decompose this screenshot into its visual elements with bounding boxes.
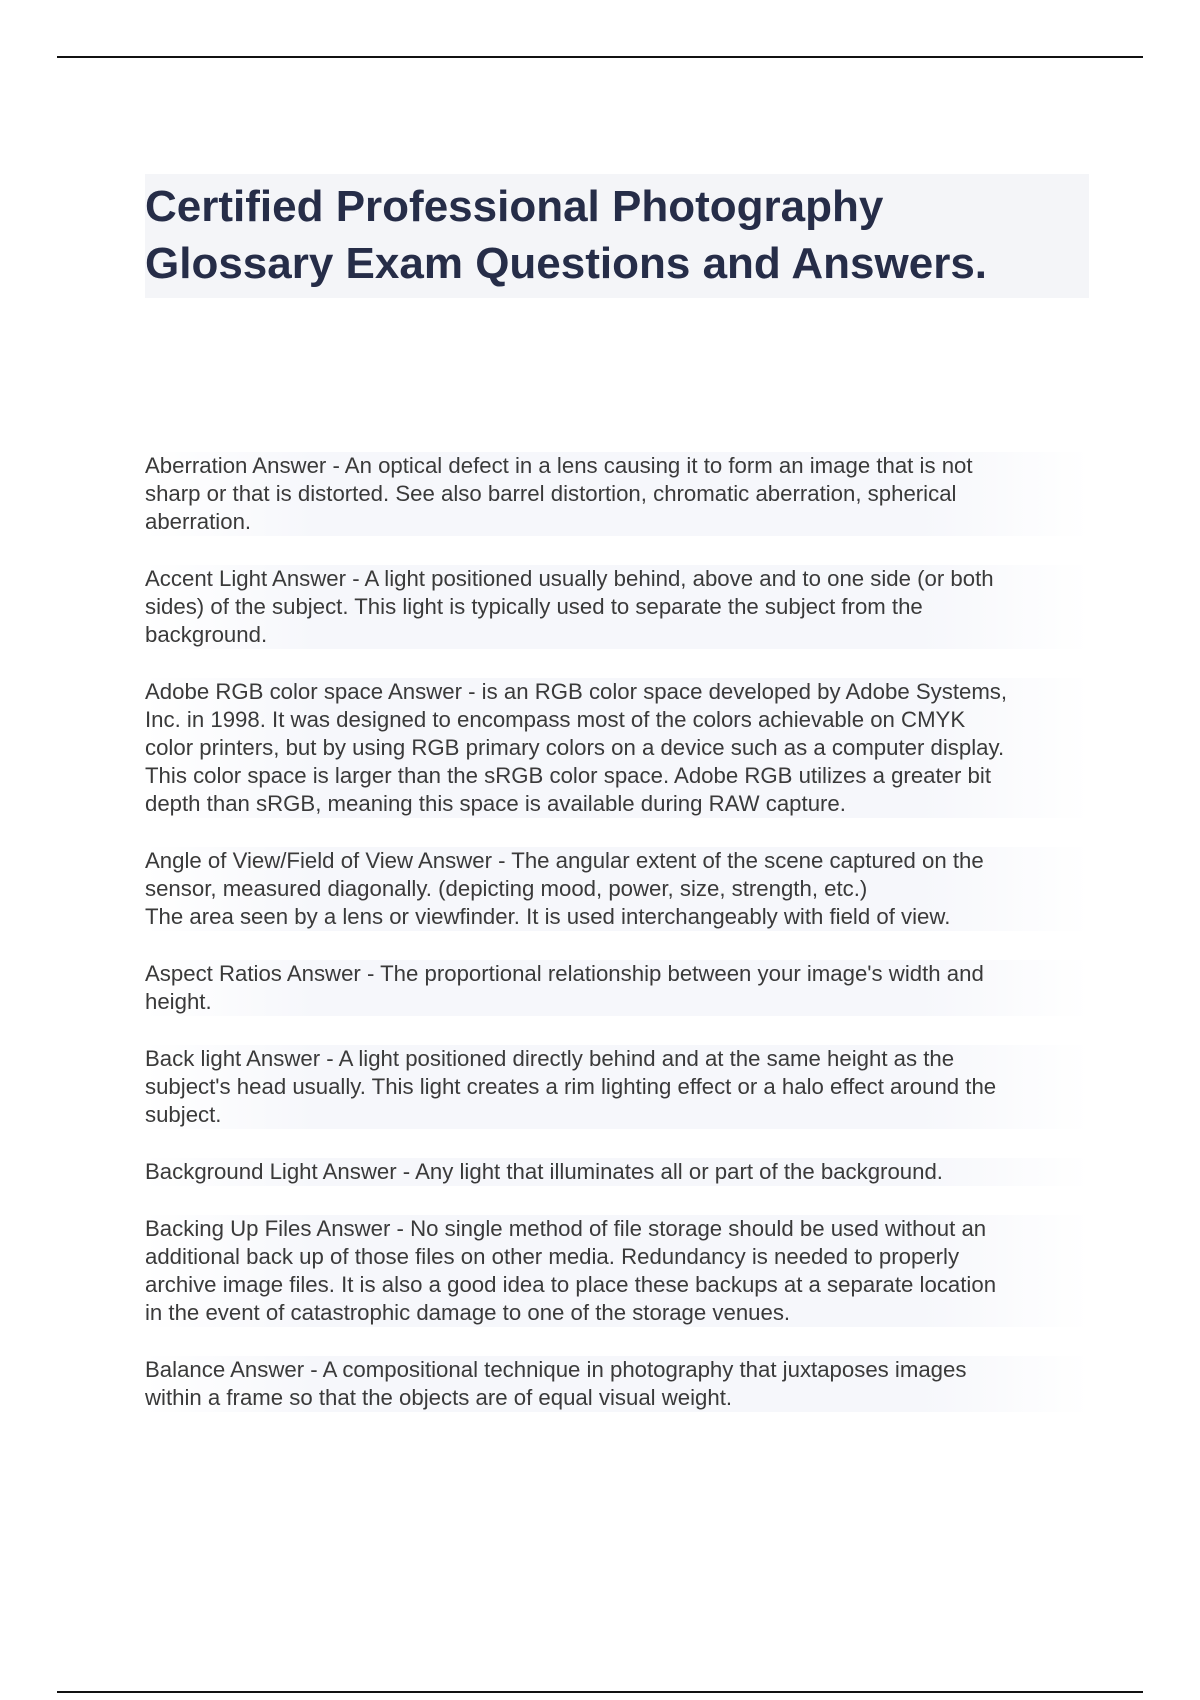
entry-line: Backing Up Files Answer - No single method of file storage should be used without an	[145, 1216, 987, 1241]
glossary-entry-back-light	[145, 1045, 1090, 1129]
entry-line: additional back up of those files on other media. Redundancy is needed to properly	[145, 1244, 960, 1269]
entry-line: aberration.	[145, 509, 252, 534]
entry-line: subject.	[145, 1102, 222, 1127]
entry-line: Back light Answer - A light positioned directly behind and at the same height as the	[145, 1046, 955, 1071]
title-block	[145, 174, 1089, 298]
entry-line: Aspect Ratios Answer - The proportional relationship between your image's width and	[145, 961, 984, 986]
page-title-line: Glossary Exam Questions and Answers.	[145, 239, 988, 288]
glossary-entry-accent-light	[145, 565, 1090, 649]
entry-line: archive image files. It is also a good idea to place these backups at a separate location	[145, 1272, 997, 1297]
entry-line: within a frame so that the objects are of equal visual weight.	[145, 1385, 733, 1410]
entry-line: Accent Light Answer - A light positioned usually behind, above and to one side (or both	[145, 566, 994, 591]
entry-line: Balance Answer - A compositional technique in photography that juxtaposes images	[145, 1357, 967, 1382]
entry-line: Adobe RGB color space Answer - is an RGB color space developed by Adobe Systems,	[145, 679, 1008, 704]
entry-line: sharp or that is distorted. See also barrel distortion, chromatic aberration, spherical	[145, 481, 957, 506]
glossary-list	[145, 452, 1090, 1441]
entry-line: in the event of catastrophic damage to one of the storage venues.	[145, 1300, 791, 1325]
entry-line: This color space is larger than the sRGB color space. Adobe RGB utilizes a greater bit	[145, 763, 991, 788]
entry-line: subject's head usually. This light creates a rim lighting effect or a halo effect around the	[145, 1074, 997, 1099]
entry-line: depth than sRGB, meaning this space is available during RAW capture.	[145, 791, 846, 816]
page-title-line: Certified Professional Photography	[145, 182, 884, 231]
glossary-entry-background-light	[145, 1158, 1090, 1186]
entry-line: The area seen by a lens or viewfinder. It is used interchangeably with field of view.	[145, 904, 951, 929]
glossary-entry-aspect-ratios	[145, 960, 1090, 1016]
entry-line: Angle of View/Field of View Answer - The angular extent of the scene captured on the	[145, 848, 984, 873]
entry-line: background.	[145, 622, 268, 647]
glossary-entry-adobe-rgb	[145, 678, 1090, 818]
header-rule	[57, 56, 1143, 58]
glossary-entry-angle-of-view	[145, 847, 1090, 931]
glossary-entry-aberration	[145, 452, 1090, 536]
entry-line: Aberration Answer - An optical defect in a lens causing it to form an image that is not	[145, 453, 973, 478]
entry-line: color printers, but by using RGB primary colors on a device such as a computer display.	[145, 735, 1005, 760]
glossary-entry-backing-up-files	[145, 1215, 1090, 1327]
footer-rule	[57, 1691, 1143, 1693]
entry-line: Background Light Answer - Any light that illuminates all or part of the background.	[145, 1159, 943, 1184]
entry-line: Inc. in 1998. It was designed to encompass most of the colors achievable on CMYK	[145, 707, 966, 732]
entry-line: height.	[145, 989, 212, 1014]
entry-line: sides) of the subject. This light is typically used to separate the subject from the	[145, 594, 923, 619]
glossary-entry-balance	[145, 1356, 1090, 1412]
entry-line: sensor, measured diagonally. (depicting mood, power, size, strength, etc.)	[145, 876, 868, 901]
page-title	[145, 178, 1089, 292]
